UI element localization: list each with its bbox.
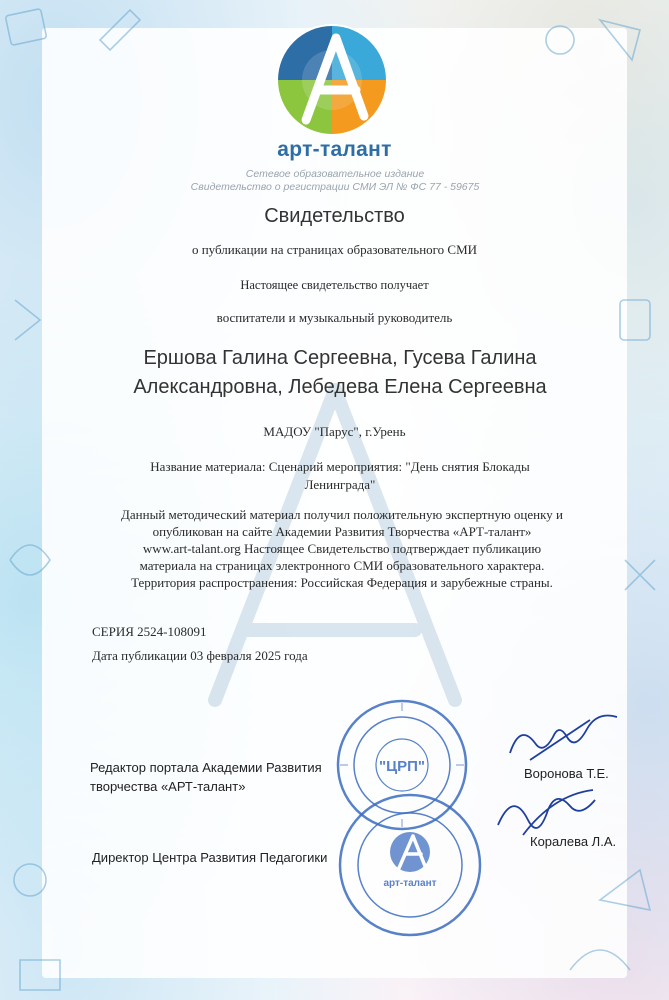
receives-text: Настоящее свидетельство получает — [240, 278, 429, 292]
editor-signature-icon — [500, 705, 630, 775]
editor-label-line-1: Редактор портала Академии Развития — [90, 760, 322, 775]
art-talant-stamp-icon — [335, 790, 485, 940]
editor-label-line-2: творчества «АРТ-талант» — [90, 779, 246, 794]
art-talant-logo-icon — [268, 20, 396, 140]
description-line: Территория распространения: Российская Федерация и зарубежные страны. — [131, 575, 553, 590]
publication-date: Дата публикации 03 февраля 2025 года — [92, 648, 308, 663]
description-paragraph — [82, 506, 602, 591]
description-line: www.art-talant.org Настоящее Свидетельство подтверждает публикацию — [142, 541, 542, 556]
editor-label — [90, 758, 350, 796]
certificate-subtitle: о публикации на страницах образовательного СМИ — [191, 242, 478, 257]
series-number: СЕРИЯ 2524-108091 — [92, 624, 207, 639]
registration-line-2: Свидетельство о регистрации СМИ ЭЛ № ФС 77 - 59675 — [190, 181, 480, 193]
description-line: опубликован на сайте Академии Развития Творчества «АРТ-талант» — [152, 524, 532, 539]
brand-name: арт-талант — [277, 138, 392, 161]
recipient-names-line-2: Александровна, Лебедева Елена Сергеевна — [133, 376, 547, 398]
description-line: материала на страницах электронного СМИ образовательного характера. — [139, 558, 545, 573]
material-name — [110, 458, 570, 494]
editor-name: Воронова Т.Е. — [524, 766, 609, 781]
director-name: Коралева Л.А. — [530, 834, 617, 849]
stamp1-center-text: "ЦРП" — [379, 758, 425, 775]
organization: МАДОУ "Парус", г.Урень — [263, 424, 406, 439]
registration-line-1: Сетевое образовательное издание — [245, 168, 425, 180]
certificate-title: Свидетельство — [264, 205, 405, 227]
material-name-line-1: Название материала: Сценарий мероприятия: "День снятия Блокады — [150, 459, 530, 474]
material-name-line-2: Ленинграда" — [304, 477, 376, 492]
recipient-role: воспитатели и музыкальный руководитель — [216, 310, 453, 325]
stamp2-center-text: арт-талант — [383, 878, 437, 889]
recipient-names — [90, 344, 590, 402]
description-line: Данный методический материал получил положительную экспертную оценку и — [121, 507, 563, 522]
recipient-names-line-1: Ершова Галина Сергеевна, Гусева Галина — [143, 347, 537, 369]
director-label: Директор Центра Развития Педагогики — [92, 850, 328, 865]
